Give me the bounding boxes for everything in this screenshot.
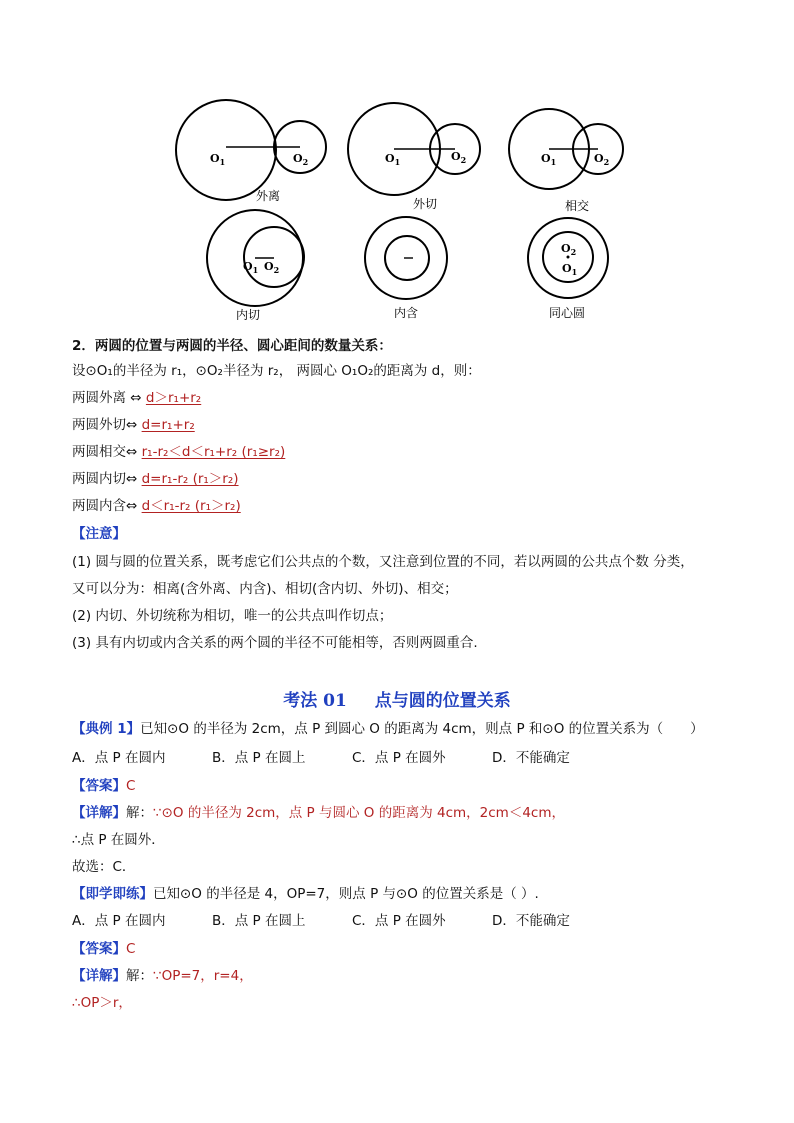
relation-formula: r₁-r₂＜d＜r₁+r₂ (r₁≥r₂) [141, 444, 286, 460]
relation-label: 两圆外离 ⇔ [72, 390, 146, 406]
circle-position-diagram [0, 0, 794, 330]
relation-row-neiqie [72, 470, 239, 488]
answer-value: C [126, 778, 136, 794]
practice-option-a: A．点 P 在圆内 [72, 913, 166, 929]
label-o1-waili: $O_1$ [210, 152, 226, 167]
relation-label: 两圆内含⇔ [72, 498, 142, 514]
example-title: 【典例 1】 [72, 721, 141, 737]
example-options [72, 749, 632, 767]
relation-formula: d＞r₁+r₂ [145, 390, 202, 406]
example-option-a: A．点 P 在圆内 [72, 750, 166, 766]
example-question [72, 720, 704, 738]
label-o2-waili: $O_2$ [293, 152, 309, 167]
label-o1-tongxin: $O_1$ [562, 262, 578, 277]
answer-title: 【答案】 [72, 941, 126, 957]
caption-neiqie: 内切 [236, 308, 261, 322]
relation-row-xiangjiao [72, 443, 285, 461]
practice-options [72, 912, 632, 930]
practice-answer [72, 940, 135, 958]
caption-neihan: 内含 [394, 306, 419, 320]
caption-waili: 外离 [256, 189, 281, 203]
detail-text: ∵OP=7，r=4， [153, 968, 253, 984]
practice-conclusion: ∴OP＞r， [72, 995, 132, 1011]
relation-label: 两圆相交⇔ [72, 444, 142, 460]
relation-formula: d=r₁+r₂ [141, 417, 195, 433]
answer-title: 【答案】 [72, 778, 126, 794]
practice-question-text: 已知⊙O 的半径是 4，OP=7，则点 P 与⊙O 的位置关系是（ ）. [153, 886, 539, 902]
example-choose: 故选：C． [72, 859, 136, 875]
section-title [0, 686, 794, 711]
example-option-b: B．点 P 在圆上 [212, 750, 306, 766]
sec2-intro: 设⊙O₁的半径为 r₁，⊙O₂半径为 r₂， 两圆心 O₁O₂的距离为 d，则： [72, 363, 481, 379]
practice-option-d: D．不能确定 [492, 913, 570, 929]
section-name: 点与圆的位置关系 [374, 691, 511, 711]
note-line-4: (3) 具有内切或内含关系的两个圆的半径不可能相等，否则两圆重合. [72, 635, 478, 651]
example-answer [72, 777, 135, 795]
caption-waiqie: 外切 [413, 197, 438, 211]
practice-detail [72, 967, 253, 985]
practice-option-c: C．点 P 在圆外 [352, 913, 446, 929]
example-detail [72, 804, 565, 822]
label-o1-neiqie: $O_1$ [243, 260, 259, 275]
diagram-neiqie-small-circle [244, 227, 304, 287]
caption-xiangjiao: 相交 [565, 199, 590, 213]
example-question-text: 已知⊙O 的半径为 2cm，点 P 到圆心 O 的距离为 4cm，则点 P 和⊙O 的位置关系为（ ） [140, 721, 704, 737]
practice-option-b: B．点 P 在圆上 [212, 913, 306, 929]
relation-formula: d=r₁-r₂ (r₁＞r₂) [141, 471, 239, 487]
diagram-waili-big-circle [176, 100, 276, 200]
relation-row-waiqie [72, 416, 195, 434]
sec2-heading: 2．两圆的位置与两圆的半径、圆心距间的数量关系： [72, 338, 392, 354]
note-line-1: (1) 圆与圆的位置关系，既考虑它们公共点的个数，又注意到位置的不同，若以两圆的公共点个数 分类， [72, 554, 694, 570]
example-option-d: D．不能确定 [492, 750, 570, 766]
practice-title: 【即学即练】 [72, 886, 153, 902]
relation-label: 两圆内切⇔ [72, 471, 142, 487]
note-line-2: 又可以分为：相离(含外离、内含)、相切(含内切、外切)、相交； [72, 581, 458, 597]
label-o2-xiangjiao: $O_2$ [594, 152, 610, 167]
note-title: 【注意】 [72, 526, 126, 542]
detail-prefix: 解： [126, 968, 153, 984]
practice-question [72, 885, 539, 903]
relation-row-waili [72, 389, 201, 407]
label-o2-waiqie: $O_2$ [451, 150, 467, 165]
label-o1-waiqie: $O_1$ [385, 152, 401, 167]
label-o2-tongxin: $O_2$ [561, 242, 577, 257]
detail-text: ∵⊙O 的半径为 2cm，点 P 与圆心 O 的距离为 4cm，2cm＜4cm， [153, 805, 565, 821]
diagram-tongxin-center-dot [567, 256, 570, 259]
relation-label: 两圆外切⇔ [72, 417, 142, 433]
label-o1-xiangjiao: $O_1$ [541, 152, 557, 167]
label-o2-neiqie: $O_2$ [264, 260, 280, 275]
note-line-3: (2) 内切、外切统称为相切，唯一的公共点叫作切点； [72, 608, 393, 624]
example-conclusion: ∴点 P 在圆外． [72, 832, 165, 848]
detail-title: 【详解】 [72, 968, 126, 984]
relation-formula: d＜r₁-r₂ (r₁＞r₂) [141, 498, 241, 514]
detail-prefix: 解： [126, 805, 153, 821]
answer-value: C [126, 941, 136, 957]
relation-row-neihan [72, 497, 241, 515]
section-number: 考法 01 [283, 691, 347, 711]
caption-tongxin: 同心圆 [549, 306, 586, 320]
example-option-c: C．点 P 在圆外 [352, 750, 446, 766]
detail-title: 【详解】 [72, 805, 126, 821]
